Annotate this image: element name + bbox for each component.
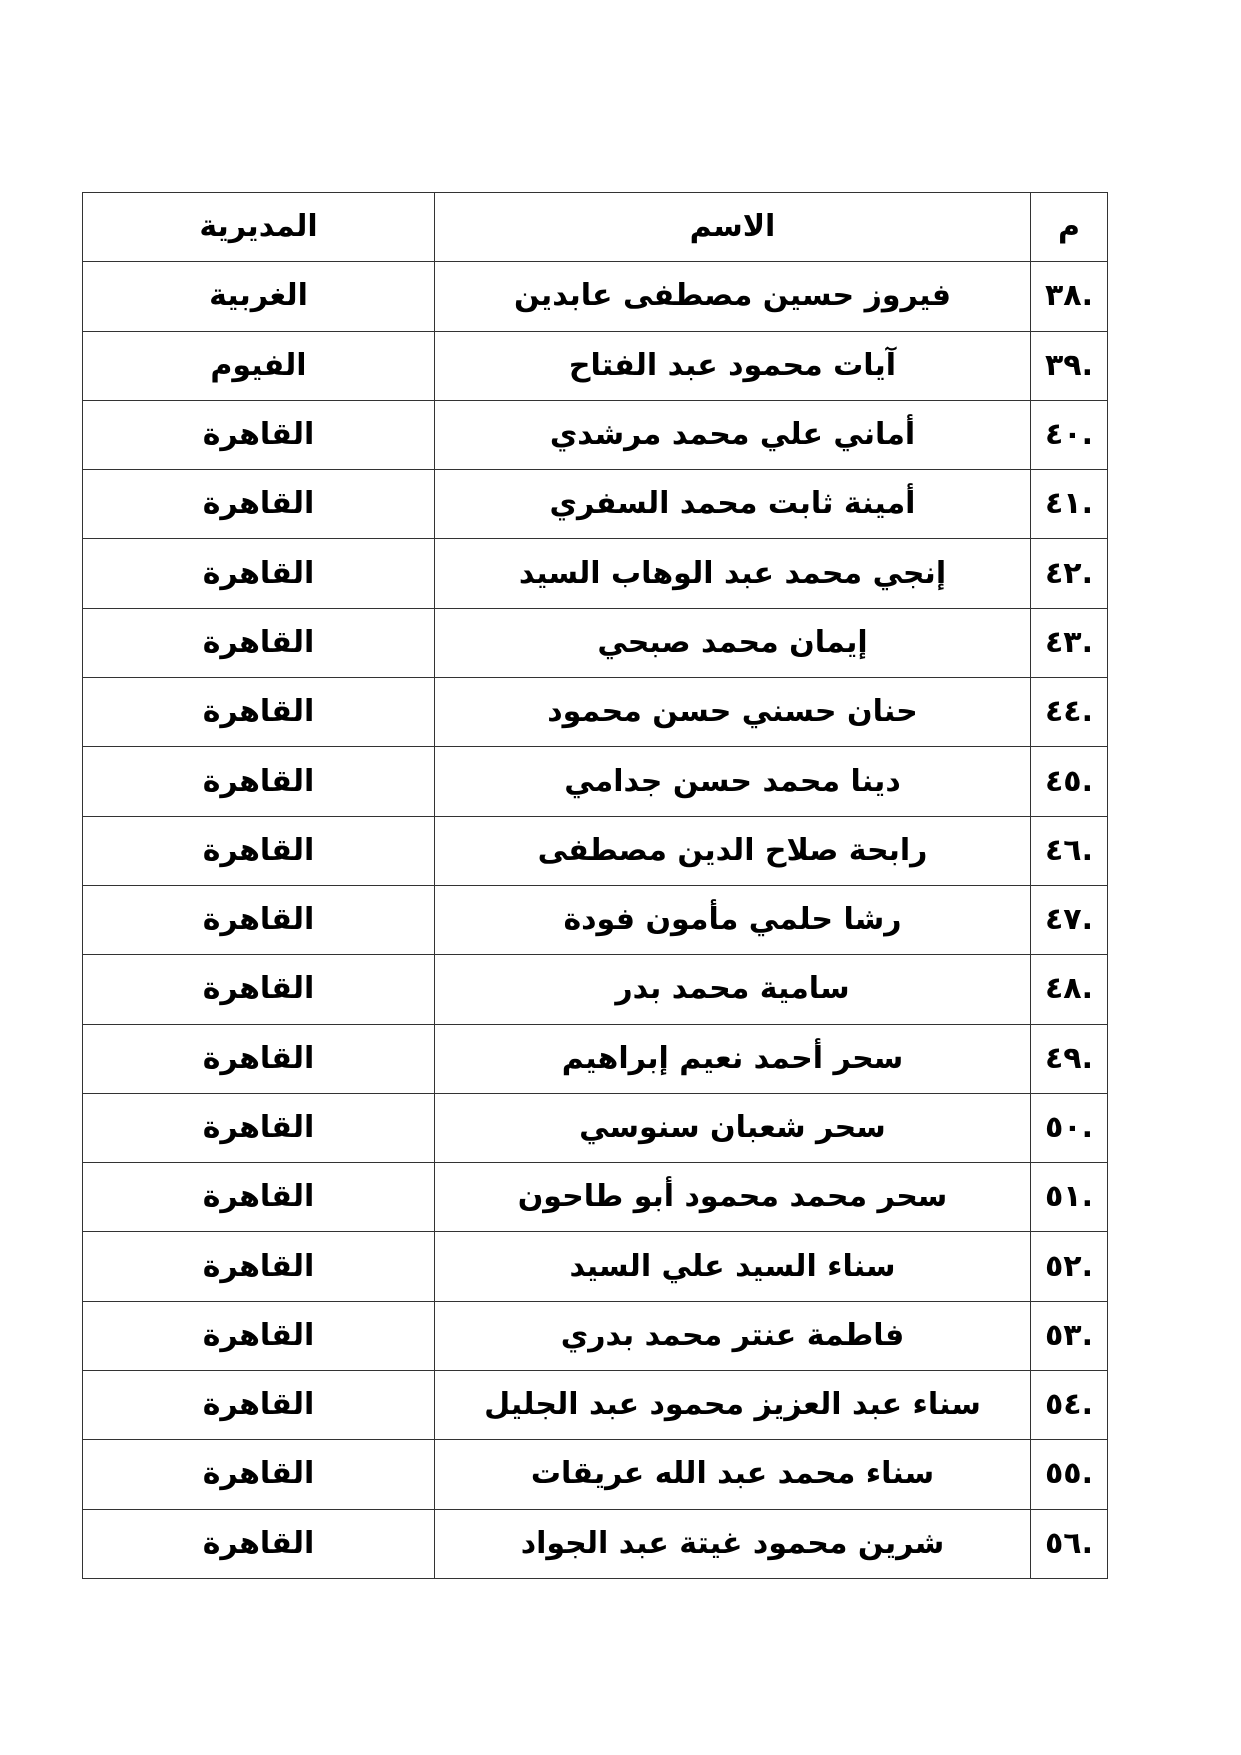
names-table	[82, 192, 1108, 1579]
row-directorate: القاهرة	[83, 470, 435, 539]
row-name: أماني علي محمد مرشدي	[435, 400, 1031, 469]
row-directorate: القاهرة	[83, 678, 435, 747]
row-name: حنان حسني حسن محمود	[435, 678, 1031, 747]
table-row	[83, 678, 1108, 747]
row-number-text: ٤٨.	[1044, 971, 1094, 1007]
table-row	[83, 1509, 1108, 1578]
row-number	[1031, 816, 1108, 885]
row-number-text: ٥٥.	[1044, 1456, 1094, 1492]
row-number-text: ٥١.	[1044, 1179, 1094, 1215]
row-number-text: ٥٤.	[1044, 1387, 1094, 1423]
header-number: م	[1031, 193, 1108, 262]
row-directorate: القاهرة	[83, 1024, 435, 1093]
row-number	[1031, 1371, 1108, 1440]
row-name: فيروز حسين مصطفى عابدين	[435, 262, 1031, 331]
row-name: سحر محمد محمود أبو طاحون	[435, 1163, 1031, 1232]
table-header-row	[83, 193, 1108, 262]
row-number-text: ٥٢.	[1044, 1248, 1094, 1284]
row-name: سحر أحمد نعيم إبراهيم	[435, 1024, 1031, 1093]
row-number	[1031, 539, 1108, 608]
row-number	[1031, 1440, 1108, 1509]
row-directorate: القاهرة	[83, 1301, 435, 1370]
row-number	[1031, 470, 1108, 539]
row-number	[1031, 1163, 1108, 1232]
row-name: رشا حلمي مأمون فودة	[435, 885, 1031, 954]
row-number-text: ٤٥.	[1044, 763, 1094, 799]
row-number	[1031, 400, 1108, 469]
table-row	[83, 1232, 1108, 1301]
row-number-text: ٣٩.	[1044, 347, 1094, 383]
row-number-text: ٥٣.	[1044, 1317, 1094, 1353]
row-name: سناء السيد علي السيد	[435, 1232, 1031, 1301]
row-number	[1031, 747, 1108, 816]
row-name: دينا محمد حسن جدامي	[435, 747, 1031, 816]
row-directorate: القاهرة	[83, 1232, 435, 1301]
row-number	[1031, 1024, 1108, 1093]
table-row	[83, 1371, 1108, 1440]
row-name: إيمان محمد صبحي	[435, 608, 1031, 677]
row-name: سناء محمد عبد الله عريقات	[435, 1440, 1031, 1509]
row-number-text: ٤٠.	[1044, 417, 1094, 453]
table-row	[83, 1440, 1108, 1509]
row-directorate: القاهرة	[83, 747, 435, 816]
row-number	[1031, 608, 1108, 677]
table-row	[83, 262, 1108, 331]
row-directorate: القاهرة	[83, 1371, 435, 1440]
row-number-text: ٥٠.	[1044, 1110, 1094, 1145]
row-number-text: ٤٢.	[1044, 555, 1094, 591]
row-name: سحر شعبان سنوسي	[435, 1093, 1031, 1162]
row-name: شرين محمود غيتة عبد الجواد	[435, 1509, 1031, 1578]
header-name: الاسم	[435, 193, 1031, 262]
row-number	[1031, 955, 1108, 1024]
table-row	[83, 608, 1108, 677]
row-number	[1031, 1509, 1108, 1578]
table-row	[83, 1024, 1108, 1093]
row-directorate: القاهرة	[83, 885, 435, 954]
row-number-text: ٥٦.	[1044, 1525, 1094, 1561]
row-name: سناء عبد العزيز محمود عبد الجليل	[435, 1371, 1031, 1440]
row-directorate: الفيوم	[83, 331, 435, 400]
row-number	[1031, 331, 1108, 400]
row-number	[1031, 1093, 1108, 1162]
row-directorate: القاهرة	[83, 1509, 435, 1578]
row-directorate: القاهرة	[83, 955, 435, 1024]
table-row	[83, 470, 1108, 539]
table-row	[83, 747, 1108, 816]
table-row	[83, 400, 1108, 469]
row-directorate: القاهرة	[83, 816, 435, 885]
row-number-text: ٤٤.	[1044, 694, 1094, 730]
table-body	[83, 262, 1108, 1579]
row-name: فاطمة عنتر محمد بدري	[435, 1301, 1031, 1370]
row-name: أمينة ثابت محمد السفري	[435, 470, 1031, 539]
table-row	[83, 1163, 1108, 1232]
table-row	[83, 331, 1108, 400]
row-directorate: القاهرة	[83, 400, 435, 469]
row-number-text: ٤٦.	[1044, 832, 1094, 868]
table-row	[83, 885, 1108, 954]
row-name: آيات محمود عبد الفتاح	[435, 331, 1031, 400]
row-number-text: ٤١.	[1044, 486, 1094, 522]
header-directorate: المديرية	[83, 193, 435, 262]
table-row	[83, 1301, 1108, 1370]
table-row	[83, 816, 1108, 885]
row-number	[1031, 885, 1108, 954]
row-number	[1031, 262, 1108, 331]
row-directorate: القاهرة	[83, 608, 435, 677]
table-row	[83, 955, 1108, 1024]
row-directorate: القاهرة	[83, 539, 435, 608]
row-directorate: القاهرة	[83, 1093, 435, 1162]
table-row	[83, 1093, 1108, 1162]
row-number-text: ٤٧.	[1044, 902, 1094, 938]
row-number-text: ٣٨.	[1044, 278, 1094, 314]
row-directorate: القاهرة	[83, 1440, 435, 1509]
row-name: إنجي محمد عبد الوهاب السيد	[435, 539, 1031, 608]
row-number-text: ٤٩.	[1044, 1040, 1094, 1076]
table-row	[83, 539, 1108, 608]
row-number	[1031, 1301, 1108, 1370]
row-number	[1031, 1232, 1108, 1301]
row-directorate: الغربية	[83, 262, 435, 331]
row-number-text: ٤٣.	[1044, 624, 1094, 660]
row-name: سامية محمد بدر	[435, 955, 1031, 1024]
row-directorate: القاهرة	[83, 1163, 435, 1232]
row-name: رابحة صلاح الدين مصطفى	[435, 816, 1031, 885]
row-number	[1031, 678, 1108, 747]
